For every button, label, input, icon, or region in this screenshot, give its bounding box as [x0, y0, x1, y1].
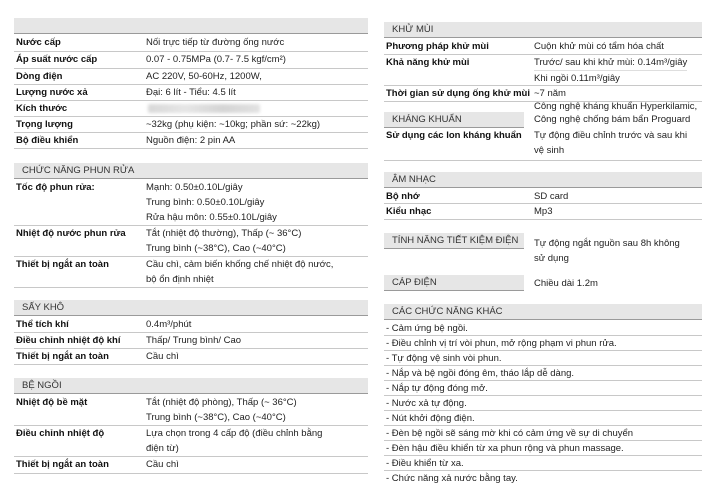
spec-label: Áp suất nước cấp — [16, 54, 98, 65]
spec-row-dimensions — [14, 101, 368, 117]
spec-label: Điều chỉnh nhiệt độ — [16, 428, 105, 439]
spec-value: AC 220V, 50-60Hz, 1200W, — [146, 71, 262, 82]
spec-label: Thiết bị ngắt an toàn — [16, 459, 109, 470]
spec-value: Cầu chì, cảm biến khống chế nhiệt độ nước, — [146, 259, 334, 270]
spec-label: Điều chỉnh nhiệt độ khí — [16, 335, 121, 346]
feature-item: - Nút khởi động điện. — [384, 411, 702, 426]
spec-value: ~7 năm — [534, 88, 566, 99]
spec-label: Thể tích khí — [16, 319, 69, 330]
spec-value: ~32kg (phụ kiện: ~10kg; phần sứ: ~22kg) — [146, 119, 321, 130]
antibac-tech — [534, 100, 697, 126]
spec-label: Kiểu nhạc — [386, 206, 432, 217]
spec-label: Thời gian sử dụng ống khử mùi — [386, 88, 531, 99]
spec-label: Thiết bị ngắt an toàn — [16, 351, 109, 362]
spec-value: Cầu chì — [146, 351, 179, 362]
spec-value: Tắt (nhiệt độ phòng), Thấp (~ 36°C) — [146, 397, 297, 408]
spec-label: Sử dụng các lon kháng khuẩn — [386, 130, 522, 141]
spec-row-controller — [14, 133, 368, 149]
cable-values — [534, 276, 598, 291]
deodor-section-header: KHỬ MÙI — [384, 22, 702, 38]
spec-value: Chiều dài 1.2m — [534, 278, 598, 289]
spec-row-antibac-use — [384, 128, 702, 161]
spec-row-deodor-method — [384, 39, 702, 55]
spec-label: Nhiệt độ bề mặt — [16, 397, 88, 408]
spec-value: 0.4m³/phút — [146, 319, 192, 330]
spec-label: Kích thước — [16, 103, 68, 114]
spec-value: Thấp/ Trung bình/ Cao — [146, 335, 242, 346]
general-section-header — [14, 18, 368, 34]
saving-values — [534, 236, 680, 266]
spec-value: Nối trực tiếp từ đường ống nước — [146, 37, 285, 48]
feature-item: - Nắp tự động đóng mở. — [384, 381, 702, 396]
spec-label: Bộ nhớ — [386, 191, 420, 202]
spray-section-header: CHỨC NĂNG PHUN RỬA — [14, 163, 368, 179]
spec-row-spray-temperature — [14, 226, 368, 257]
spec-label: Nhiệt độ nước phun rửa — [16, 228, 126, 239]
spec-row-memory — [384, 189, 702, 204]
spec-value: Trung bình (~38°C), Cao (~40°C) — [146, 243, 286, 254]
antibac-section-header: KHÁNG KHUẨN — [384, 112, 524, 128]
spec-row-music-type — [384, 204, 702, 220]
spec-label: Bộ điều khiển — [16, 135, 79, 146]
spec-row-surface-temp — [14, 395, 368, 426]
spec-label: Thiết bị ngắt an toàn — [16, 259, 109, 270]
spec-row-seat-temp-control — [14, 426, 368, 457]
spec-row-water-pressure — [14, 52, 368, 69]
spec-row-deodor-capacity — [384, 55, 702, 86]
spec-value: sử dụng — [534, 253, 569, 264]
spec-value: Công nghệ kháng khuẩn Hyperkilamic, — [534, 101, 698, 112]
spec-value: Trước/ sau khi khử mùi: 0.14m³/giây — [534, 55, 687, 71]
spec-value: Trung bình: 0.50±0.10L/giây — [146, 197, 265, 208]
seat-section-header: BỆ NGỒI — [14, 378, 368, 394]
spec-label: Trọng lượng — [16, 119, 73, 130]
spec-row-air-temp — [14, 333, 368, 349]
saving-section-header: TÍNH NĂNG TIẾT KIỆM ĐIỆN — [384, 233, 524, 249]
spec-value: Rửa hậu môn: 0.55±0.10L/giây — [146, 212, 277, 223]
spec-value: Cầu chì — [146, 459, 179, 470]
spec-label: Phương pháp khử mùi — [386, 41, 489, 52]
spec-value: Mp3 — [534, 206, 553, 217]
feature-item: - Đèn hậu điều khiển từ xa phun rộng và phun massage. — [384, 441, 702, 456]
dryer-section-header: SẤY KHÔ — [14, 300, 368, 316]
spec-value: Công nghệ chống bám bẩn Proguard — [534, 114, 691, 125]
spec-value: 0.07 - 0.75MPa (0.7- 7.5 kgf/cm²) — [146, 54, 286, 65]
feature-item: - Nắp và bệ ngồi đóng êm, tháo lắp dễ dàng. — [384, 366, 702, 381]
feature-item: - Điều chỉnh vị trí vòi phun, mở rộng phạm vi phun rửa. — [384, 336, 702, 351]
spec-value: Nguồn điện: 2 pin AA — [146, 135, 236, 146]
spec-value: vệ sinh — [534, 145, 565, 156]
feature-item: - Điều khiển từ xa. — [384, 456, 702, 471]
spec-row-weight — [14, 117, 368, 133]
spec-row-spray-speed — [14, 180, 368, 226]
spec-value: SD card — [534, 191, 569, 202]
spec-label: Nước cấp — [16, 37, 61, 48]
spec-value: Mạnh: 0.50±0.10L/giây — [146, 182, 243, 193]
spec-row-water-supply — [14, 35, 368, 52]
spec-label: Tốc độ phun rửa: — [16, 182, 95, 193]
spec-label: Dòng điện — [16, 71, 63, 82]
spec-value: Cuộn khử mùi có tẩm hóa chất — [534, 41, 664, 52]
spec-value: Trung bình (~38°C), Cao (~40°C) — [146, 412, 286, 423]
spec-row-current — [14, 69, 368, 85]
feature-item: - Chức năng xả nước bằng tay. — [386, 473, 518, 484]
spec-row-spray-safety — [14, 257, 368, 288]
feature-item: - Nước xả tự động. — [384, 396, 702, 411]
other-section-header: CÁC CHỨC NĂNG KHÁC — [384, 304, 702, 320]
spec-row-flush-volume — [14, 85, 368, 101]
spec-value: Tắt (nhiệt độ thường), Thấp (~ 36°C) — [146, 228, 302, 239]
spec-value: bộ ổn định nhiệt — [146, 274, 214, 285]
spec-value: Tự động ngắt nguồn sau 8h không — [534, 238, 680, 249]
cable-section-header: CÁP ĐIỆN — [384, 275, 524, 291]
spec-value: Đại: 6 lít - Tiểu: 4.5 lít — [146, 87, 236, 98]
spec-label: Khả năng khử mùi — [386, 57, 470, 68]
spec-value: điện từ) — [146, 443, 179, 454]
redacted-dimensions — [148, 104, 260, 113]
spec-label: Lượng nước xả — [16, 87, 88, 98]
music-section-header: ÂM NHẠC — [384, 172, 702, 188]
spec-value: Khi ngồi 0.11m³/giây — [534, 73, 620, 84]
spec-value: Lựa chọn trong 4 cấp độ (điều chỉnh bằng — [146, 428, 323, 439]
feature-item: - Cảm ứng bệ ngồi. — [384, 321, 702, 336]
spec-value: Tự động điều chỉnh trước và sau khi — [534, 130, 688, 141]
spec-row-dryer-safety — [14, 349, 368, 365]
feature-item: - Đèn bệ ngồi sẽ sáng mờ khi có cảm ứng về sự di chuyển — [384, 426, 702, 441]
feature-item: - Tự động vệ sinh vòi phun. — [384, 351, 702, 366]
spec-row-seat-safety — [14, 457, 368, 474]
spec-row-air-volume — [14, 317, 368, 333]
